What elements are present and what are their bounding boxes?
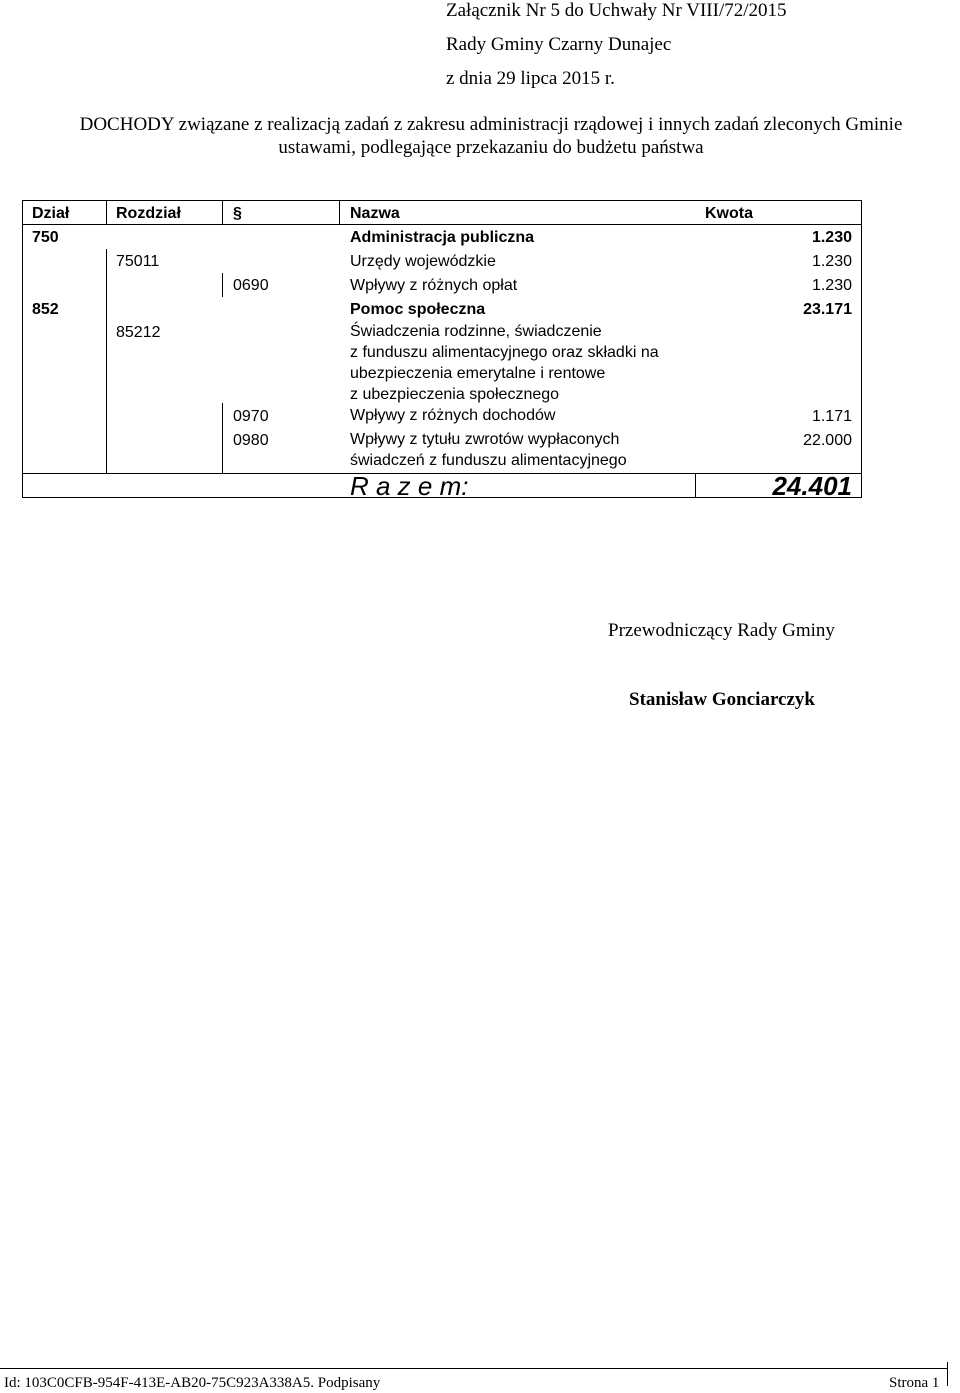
row-name-line: Wpływy z tytułu zwrotów wypłaconych xyxy=(350,431,620,448)
header-rozdzial: Rozdział xyxy=(116,205,181,222)
total-label: R a z e m: xyxy=(350,471,469,501)
row-amount: 1.230 xyxy=(811,229,852,246)
column-divider xyxy=(222,403,223,473)
paragraf-code: 0970 xyxy=(233,408,269,425)
row-amount: 1.230 xyxy=(811,253,852,270)
table-right-border xyxy=(861,200,862,497)
header-divider xyxy=(222,200,223,224)
council-line: Rady Gminy Czarny Dunajec xyxy=(446,34,672,55)
footer-id: Id: 103C0CFB-954F-413E-AB20-75C923A338A5. Podpisany xyxy=(4,1375,381,1391)
signature-name: Stanisław Gonciarczyk xyxy=(629,689,815,710)
row-name: Pomoc społeczna xyxy=(350,301,486,318)
row-name: Urzędy wojewódzkie xyxy=(350,253,496,270)
column-divider xyxy=(106,249,107,473)
paragraf-code: 0980 xyxy=(233,432,269,449)
row-name-line: świadczeń z funduszu alimentacyjnego xyxy=(350,452,627,469)
rozdzial-code: 75011 xyxy=(116,253,160,270)
row-name: Wpływy z różnych opłat xyxy=(350,277,518,294)
footer-page-number: Strona 1 xyxy=(889,1375,940,1391)
header-paragraf: § xyxy=(233,205,242,222)
table-header-border xyxy=(22,224,862,225)
header-kwota: Kwota xyxy=(705,205,753,222)
row-name-line: Świadczenia rodzinne, świadczenie xyxy=(350,323,602,340)
header-divider xyxy=(339,200,340,224)
row-amount: 23.171 xyxy=(803,301,852,318)
document-title-line-1: DOCHODY związane z realizacją zadań z zakresu administracji rządowej i innych zadań zleconych Gminie xyxy=(79,114,903,135)
column-divider xyxy=(222,273,223,297)
signature-role: Przewodniczący Rady Gminy xyxy=(608,620,835,641)
header-nazwa: Nazwa xyxy=(350,205,400,222)
document-title-line-2: ustawami, podlegające przekazaniu do budżetu państwa xyxy=(278,137,704,158)
footer-edge xyxy=(947,1362,948,1386)
row-name-line: ubezpieczenia emerytalne i rentowe xyxy=(350,365,606,382)
row-amount: 1.171 xyxy=(811,408,852,425)
rozdzial-code: 85212 xyxy=(116,324,161,341)
header-dzial: Dział xyxy=(32,205,70,222)
row-amount: 22.000 xyxy=(803,432,852,449)
row-name: Wpływy z różnych dochodów xyxy=(350,407,556,424)
total-value: 24.401 xyxy=(772,471,852,501)
header-divider xyxy=(106,200,107,224)
attachment-line: Załącznik Nr 5 do Uchwały Nr VIII/72/2015 xyxy=(446,0,787,21)
dzial-code: 852 xyxy=(32,301,59,318)
table-top-border xyxy=(22,200,862,201)
paragraf-code: 0690 xyxy=(233,277,269,294)
dzial-code: 750 xyxy=(32,229,59,246)
footer-rule xyxy=(0,1368,948,1369)
row-name: Administracja publiczna xyxy=(350,229,535,246)
date-line: z dnia 29 lipca 2015 r. xyxy=(446,68,615,89)
row-amount: 1.230 xyxy=(811,277,852,294)
row-name-line: z ubezpieczenia społecznego xyxy=(350,386,560,403)
total-divider xyxy=(695,473,696,497)
table-left-border xyxy=(22,200,23,497)
row-name-line: z funduszu alimentacyjnego oraz składki na xyxy=(350,344,659,361)
